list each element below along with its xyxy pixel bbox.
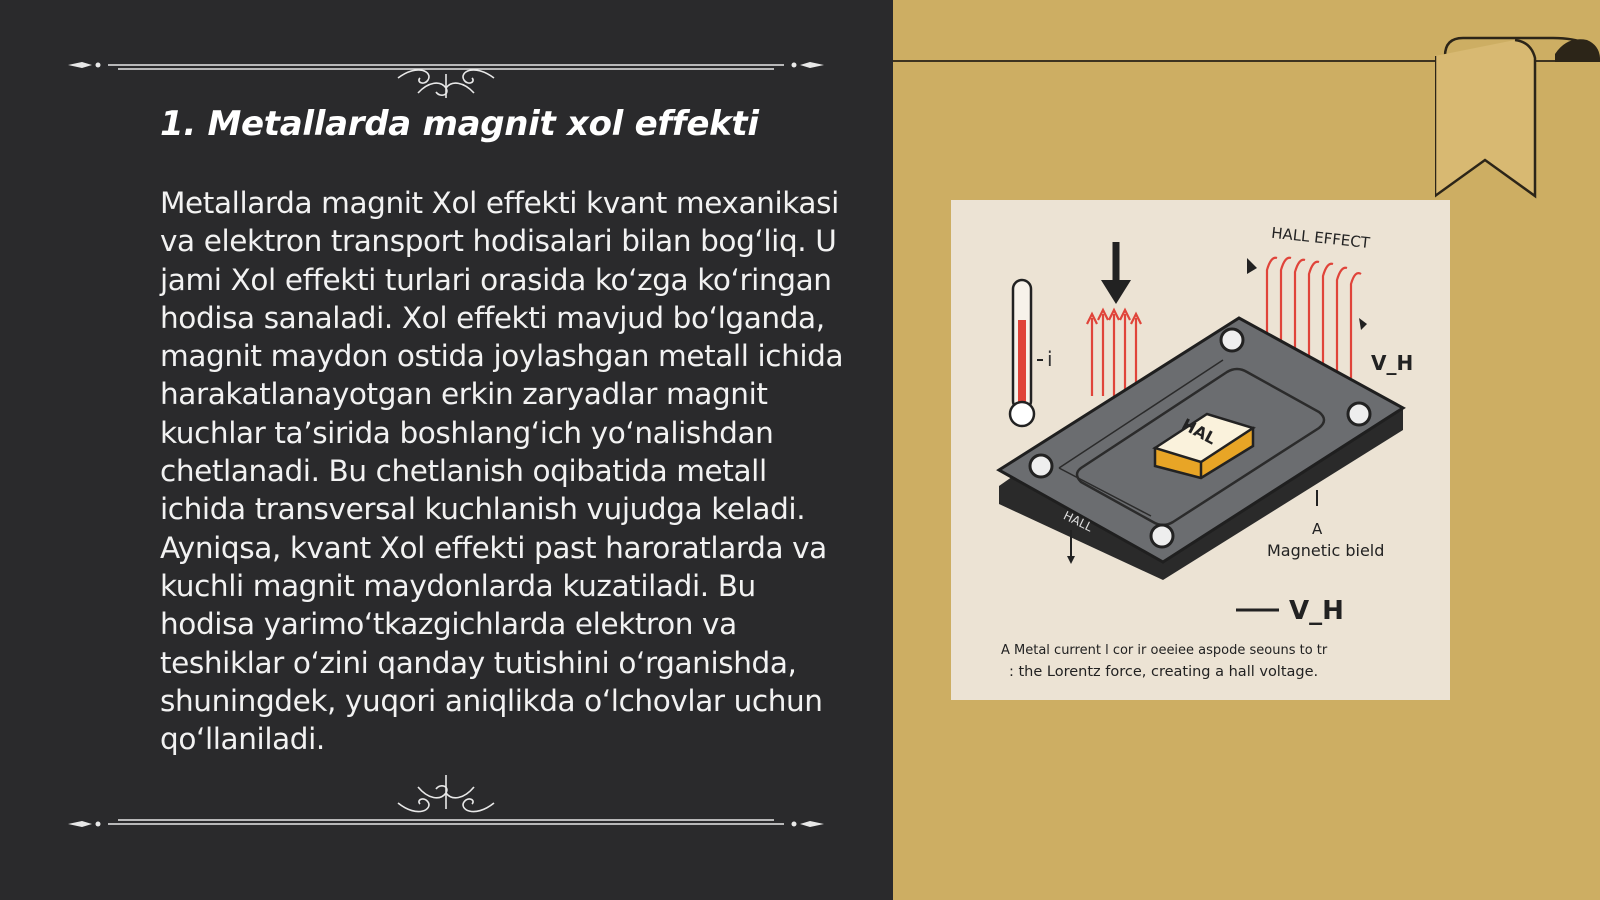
magnetic-field-label: Magnetic bield (1267, 541, 1385, 560)
red-field-lines-icon (1087, 310, 1141, 396)
hall-effect-illustration (951, 200, 1450, 700)
bottom-ornament-icon (68, 775, 824, 835)
pointer-icon (1359, 318, 1367, 330)
hall-effect-label: HALL EFFECT (1270, 223, 1371, 253)
small-arrow-icon (1247, 258, 1257, 274)
field-label-a: A (1312, 520, 1323, 538)
thermometer-icon (1010, 280, 1043, 426)
top-ornament-icon (68, 38, 824, 98)
vh-main-label: V_H (1289, 596, 1344, 626)
slide-body-text: Metallarda magnit Xol effekti kvant mexanikasi va elektron transport hodisalari bilan bog‘liq. U jami Xol effekti turlari orasida ko‘zga ko‘ringan hodisa sanaladi. Xol effekti mavjud bo‘lganda, magnit maydon ostida joylashgan metall ichida harakatlanayotgan erkin zaryadlar magnit kuchlar ta’sirida boshlang‘ich yo‘nalishdan chetlanadi. Bu chetlanish oqibatida metall ichida transversal kuchlanish vujudga keladi. Ayniqsa, kvant Xol effekti past haroratlarda va kuchli magnit maydonlarda kuzatiladi. Bu hodisa yarimo‘tkazgichlarda elektron va teshiklar o‘zini qanday tutishini o‘rganishda, shuningdek, yuqori aniqlikda o‘lchovlar uchun qo‘llaniladi. (160, 186, 844, 757)
bookmark-ribbon-icon (1435, 36, 1600, 200)
current-label: i (1047, 347, 1053, 371)
downward-field-arrow-icon (1101, 242, 1131, 304)
slide-title: 1. Metallarda magnit xol effekti (160, 104, 759, 144)
caption-line-2: : the Lorentz force, creating a hall voltage. (1009, 664, 1319, 680)
vh-side-label: V_H (1371, 351, 1414, 375)
caption-line-1: A Metal current l cor ir oeeiee aspode seouns to tr (1001, 643, 1328, 658)
plate-label: HALL (1061, 508, 1095, 535)
chip-label: HAL (1178, 414, 1220, 449)
